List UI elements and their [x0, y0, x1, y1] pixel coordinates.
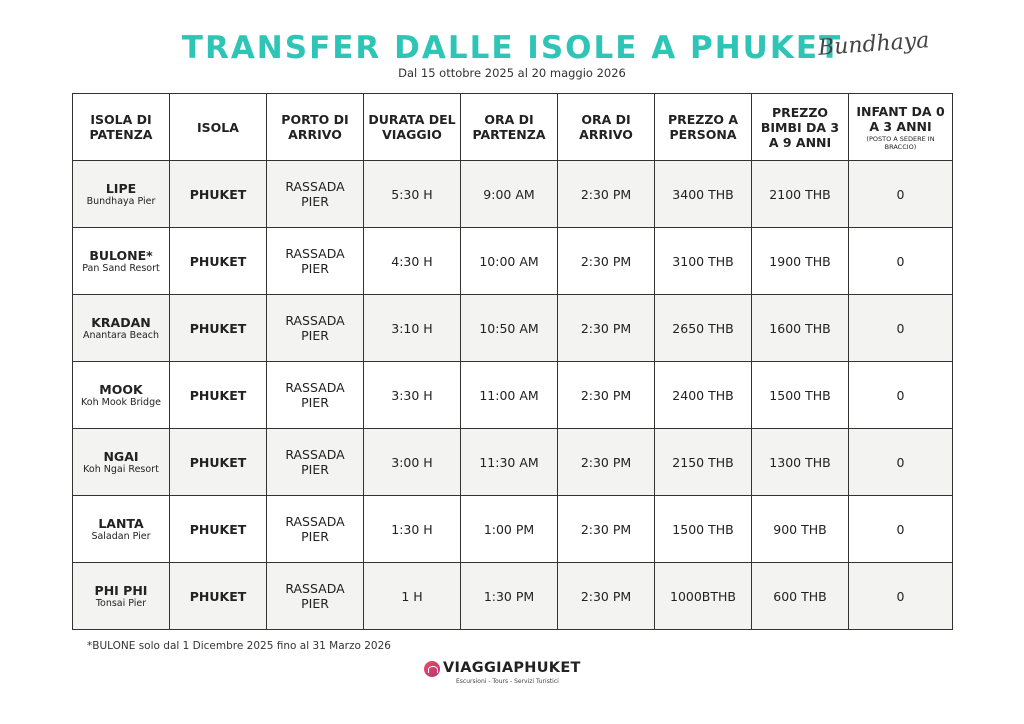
cell-isola: PHUKET	[170, 295, 267, 362]
cell-durata: 3:10 H	[364, 295, 461, 362]
logo-name: VIAGGIAPHUKET	[443, 660, 581, 676]
cell-ora-arrivo: 2:30 PM	[558, 295, 655, 362]
cell-isola: PHUKET	[170, 563, 267, 630]
cell-isola: PHUKET	[170, 228, 267, 295]
cell-isola-partenza	[73, 161, 170, 228]
cell-porto-arrivo: RASSADA PIER	[267, 429, 364, 496]
cell-ora-arrivo: 2:30 PM	[558, 362, 655, 429]
cell-durata: 1:30 H	[364, 496, 461, 563]
table-row	[73, 228, 953, 295]
departure-island-name: PHI PHI	[94, 582, 148, 598]
departure-island-name: BULONE*	[89, 247, 153, 263]
cell-infant: 0	[849, 563, 953, 630]
table-row	[73, 429, 953, 496]
departure-pier-name: Anantara Beach	[82, 329, 160, 341]
cell-prezzo-persona: 1000BTHB	[655, 563, 752, 630]
column-header-infant	[849, 94, 953, 161]
cell-isola: PHUKET	[170, 362, 267, 429]
column-header-prezzo-persona: PREZZO A PERSONA	[655, 94, 752, 161]
cell-isola-partenza	[73, 429, 170, 496]
cell-prezzo-persona: 1500 THB	[655, 496, 752, 563]
cell-infant: 0	[849, 228, 953, 295]
cell-prezzo-bimbi: 1300 THB	[752, 429, 849, 496]
bundhaya-script-logo: Bundhaya	[817, 28, 931, 61]
cell-prezzo-persona: 3100 THB	[655, 228, 752, 295]
column-header-ora-arrivo: ORA DI ARRIVO	[558, 94, 655, 161]
cell-isola-partenza	[73, 295, 170, 362]
departure-pier-name: Pan Sand Resort	[82, 262, 160, 274]
column-header-prezzo-bimbi: PREZZO BIMBI DA 3 A 9 ANNI	[752, 94, 849, 161]
departure-pier-name: Koh Ngai Resort	[83, 463, 159, 475]
column-header-durata: DURATA DEL VIAGGIO	[364, 94, 461, 161]
cell-ora-arrivo: 2:30 PM	[558, 496, 655, 563]
cell-porto-arrivo: RASSADA PIER	[267, 496, 364, 563]
cell-isola: PHUKET	[170, 496, 267, 563]
cell-isola-partenza	[73, 496, 170, 563]
cell-ora-arrivo: 2:30 PM	[558, 228, 655, 295]
cell-prezzo-bimbi: 1900 THB	[752, 228, 849, 295]
cell-ora-partenza: 11:30 AM	[461, 429, 558, 496]
cell-durata: 3:30 H	[364, 362, 461, 429]
table-row	[73, 295, 953, 362]
column-header-ora-partenza: ORA DI PARTENZA	[461, 94, 558, 161]
cell-porto-arrivo: RASSADA PIER	[267, 161, 364, 228]
cell-prezzo-persona: 2650 THB	[655, 295, 752, 362]
infant-header-label: INFANT DA 0 A 3 ANNI	[856, 103, 945, 134]
departure-island-name: NGAI	[103, 448, 139, 464]
cell-ora-partenza: 9:00 AM	[461, 161, 558, 228]
departure-pier-name: Koh Mook Bridge	[81, 396, 161, 408]
cell-prezzo-bimbi: 900 THB	[752, 496, 849, 563]
cell-isola: PHUKET	[170, 161, 267, 228]
cell-infant: 0	[849, 295, 953, 362]
cell-durata: 5:30 H	[364, 161, 461, 228]
cell-prezzo-persona: 3400 THB	[655, 161, 752, 228]
table-header-row	[73, 94, 953, 161]
cell-infant: 0	[849, 429, 953, 496]
cell-isola-partenza	[73, 362, 170, 429]
cell-infant: 0	[849, 362, 953, 429]
cell-porto-arrivo: RASSADA PIER	[267, 563, 364, 630]
cell-ora-partenza: 11:00 AM	[461, 362, 558, 429]
page-title: TRANSFER DALLE ISOLE A PHUKET	[181, 30, 843, 66]
cell-ora-arrivo: 2:30 PM	[558, 429, 655, 496]
cell-infant: 0	[849, 496, 953, 563]
date-range-subtitle: Dal 15 ottobre 2025 al 20 maggio 2026	[398, 66, 626, 80]
table-row	[73, 563, 953, 630]
cell-isola-partenza	[73, 228, 170, 295]
cell-durata: 1 H	[364, 563, 461, 630]
cell-durata: 3:00 H	[364, 429, 461, 496]
cell-prezzo-bimbi: 1600 THB	[752, 295, 849, 362]
cell-prezzo-persona: 2150 THB	[655, 429, 752, 496]
cell-prezzo-bimbi: 2100 THB	[752, 161, 849, 228]
departure-island-name: MOOK	[99, 381, 143, 397]
cell-isola-partenza	[73, 563, 170, 630]
cell-ora-partenza: 1:30 PM	[461, 563, 558, 630]
column-header-isola: ISOLA	[170, 94, 267, 161]
table-row	[73, 496, 953, 563]
column-header-porto-arrivo: PORTO DI ARRIVO	[267, 94, 364, 161]
departure-island-name: KRADAN	[91, 314, 151, 330]
cell-porto-arrivo: RASSADA PIER	[267, 295, 364, 362]
viaggiaphuket-logo	[424, 659, 604, 691]
logo-tagline: Escursioni - Tours - Servizi Turistici	[456, 678, 559, 685]
column-header-isola-partenza: ISOLA DI PATENZA	[73, 94, 170, 161]
departure-pier-name: Bundhaya Pier	[86, 195, 156, 207]
cell-ora-arrivo: 2:30 PM	[558, 161, 655, 228]
departure-island-name: LANTA	[98, 515, 144, 531]
departure-pier-name: Saladan Pier	[91, 530, 151, 542]
cell-durata: 4:30 H	[364, 228, 461, 295]
cell-porto-arrivo: RASSADA PIER	[267, 362, 364, 429]
transfer-table	[72, 93, 953, 630]
cell-prezzo-bimbi: 1500 THB	[752, 362, 849, 429]
table-row	[73, 161, 953, 228]
cell-prezzo-bimbi: 600 THB	[752, 563, 849, 630]
departure-pier-name: Tonsai Pier	[95, 597, 147, 609]
logo-mark-icon	[424, 661, 440, 677]
departure-island-name: LIPE	[105, 180, 137, 196]
cell-ora-partenza: 10:00 AM	[461, 228, 558, 295]
footnote: *BULONE solo dal 1 Dicembre 2025 fino al 31 Marzo 2026	[87, 640, 391, 652]
cell-ora-partenza: 1:00 PM	[461, 496, 558, 563]
cell-ora-arrivo: 2:30 PM	[558, 563, 655, 630]
cell-porto-arrivo: RASSADA PIER	[267, 228, 364, 295]
cell-infant: 0	[849, 161, 953, 228]
cell-isola: PHUKET	[170, 429, 267, 496]
infant-header-note: (POSTO A SEDERE IN BRACCIO)	[866, 134, 935, 151]
table-row	[73, 362, 953, 429]
cell-ora-partenza: 10:50 AM	[461, 295, 558, 362]
cell-prezzo-persona: 2400 THB	[655, 362, 752, 429]
